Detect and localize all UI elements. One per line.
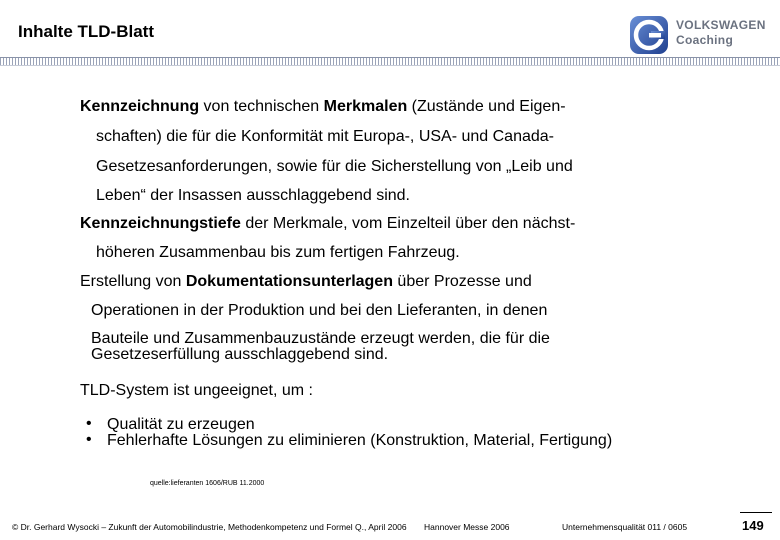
term-merkmalen: Merkmalen xyxy=(323,98,408,115)
p4-heading: TLD-System ist ungeeignet, um : xyxy=(80,382,313,399)
p1-line2: schaften) die für die Konformität mit Europa-, USA- und Canada- xyxy=(96,128,554,145)
p3-line1 xyxy=(80,273,532,291)
vw-coaching-logo-icon xyxy=(628,14,672,56)
bullet-icon: • xyxy=(86,431,92,448)
p1-line3: Gesetzesanforderungen, sowie für die Sicherstellung von „Leib und xyxy=(96,158,573,175)
logo-text-volkswagen: VOLKSWAGEN xyxy=(676,18,766,32)
footer-event: Hannover Messe 2006 xyxy=(424,522,510,532)
p1-line1 xyxy=(80,98,566,116)
page-title: Inhalte TLD-Blatt xyxy=(18,22,154,41)
p3-line1-b: über Prozesse und xyxy=(392,273,532,290)
p3-line4: Gesetzeserfüllung ausschlaggebend sind. xyxy=(91,346,389,363)
p3-line1-a: Erstellung von xyxy=(80,273,186,290)
bullet-item-1: Qualität zu erzeugen xyxy=(107,416,255,433)
p2-line1-a: der Merkmale, vom Einzelteil über den nächst- xyxy=(240,215,576,232)
p3-line3: Bauteile und Zusammenbauzustände erzeugt werden, die für die xyxy=(91,330,550,347)
bullet-item-2: Fehlerhafte Lösungen zu eliminieren (Konstruktion, Material, Fertigung) xyxy=(107,432,613,449)
p3-line2: Operationen in der Produktion und bei den Lieferanten, in denen xyxy=(91,302,548,319)
logo-text-coaching: Coaching xyxy=(676,33,734,47)
term-kennzeichnungstiefe: Kennzeichnungstiefe xyxy=(80,215,241,232)
page-number: 149 xyxy=(742,518,764,533)
p1-line4: Leben“ der Insassen ausschlaggebend sind. xyxy=(96,187,410,204)
volkswagen-coaching-logo xyxy=(628,14,768,56)
footer-course: Unternehmensqualität 011 / 0605 xyxy=(562,522,688,532)
p2-line1 xyxy=(80,215,575,233)
header-divider xyxy=(0,57,780,66)
p2-line2: höheren Zusammenbau bis zum fertigen Fahrzeug. xyxy=(96,244,460,261)
page-number-rule xyxy=(740,512,772,513)
footer-copyright: © Dr. Gerhard Wysocki – Zukunft der Automobilindustrie, Methodenkompetenz und Formel Q., April 2006 xyxy=(12,522,407,532)
source-note: quelle:lieferanten 1606/RUB 11.2000 xyxy=(150,480,265,487)
p1-line1-a: von technischen xyxy=(199,98,324,115)
term-kennzeichnung: Kennzeichnung xyxy=(80,98,200,115)
term-dokumentationsunterlagen: Dokumentationsunterlagen xyxy=(185,273,393,290)
p1-line1-b: (Zustände und Eigen- xyxy=(407,98,566,115)
bullet-icon: • xyxy=(86,415,92,432)
